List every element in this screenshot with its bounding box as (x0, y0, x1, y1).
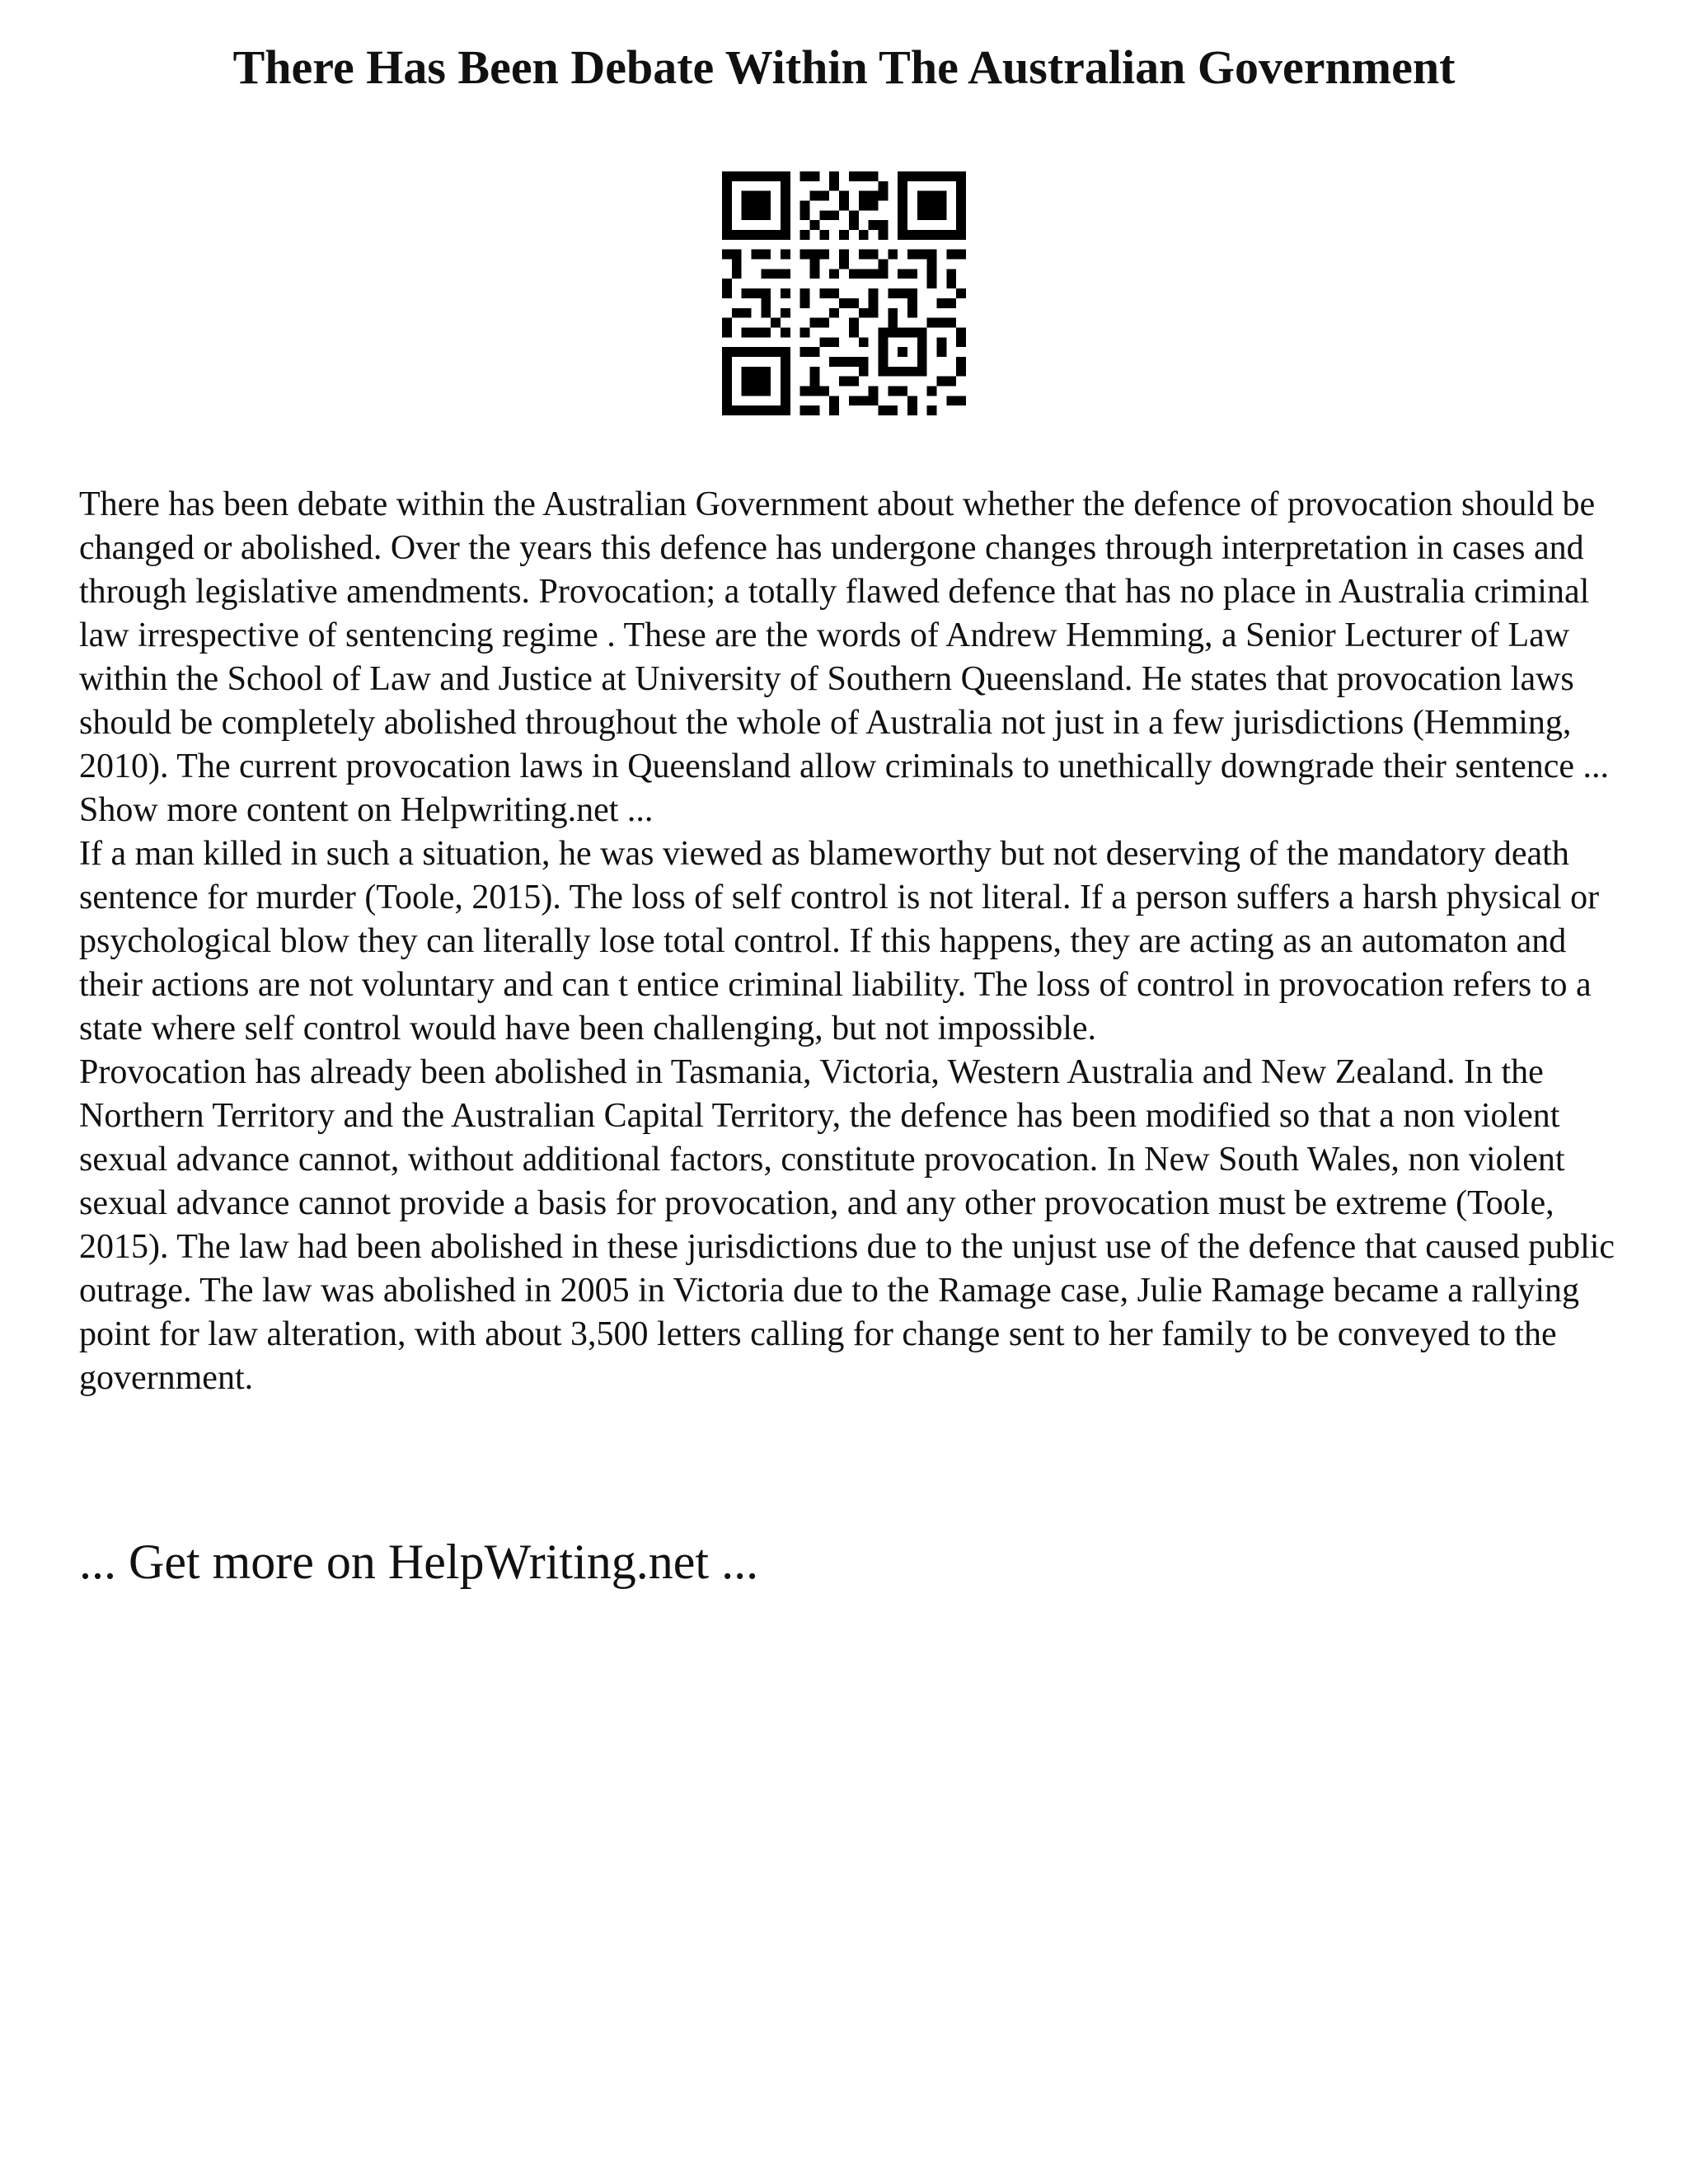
get-more-link[interactable]: ... Get more on HelpWriting.net ... (79, 1535, 759, 1589)
paragraph: If a man killed in such a situation, he was viewed as blameworthy but not deserving of the mandatory death sentence for murder (Toole, 2015). The loss of self control is not literal. If a person suffers a harsh physical or psychological blow they can literally lose total control. If this happens, they are acting as an automaton and their actions are not voluntary and can t entice criminal liability. The loss of control in provocation refers to a state where self control would have been challenging, but not impossible. (79, 835, 1600, 1047)
page-title: There Has Been Debate Within The Australian Government (232, 40, 1456, 94)
article-body (79, 483, 1620, 1400)
paragraph: Provocation has already been abolished in Tasmania, Victoria, Western Australia and New Zealand. In the Northern Territory and the Australian Capital Territory, the defence has been modified so that a non violent sexual advance cannot, without additional factors, constitute provocation. In New South Wales, non violent sexual advance cannot provide a basis for provocation, and any other provocation must be extreme (Toole, 2015). The law had been abolished in these jurisdictions due to the unjust use of the defence that caused public outrage. The law was abolished in 2005 in Victoria due to the Ramage case, Julie Ramage became a rallying point for law alteration, with about 3,500 letters calling for change sent to her family to be conveyed to the government. (79, 1053, 1615, 1397)
qr-code-icon (722, 171, 966, 415)
paragraph: There has been debate within the Australian Government about whether the defence of provocation should be changed or abolished. Over the years this defence has undergone changes through interpretation in cases and through legislative amendments. Provocation; a totally flawed defence that has no place in Australia criminal law irrespective of sentencing regime . These are the words of Andrew Hemming, a Senior Lecturer of Law within the School of Law and Justice at University of Southern Queensland. He states that provocation laws should be completely abolished throughout the whole of Australia not just in a few jurisdictions (Hemming, 2010). The current provocation laws in Queensland allow criminals to unethically downgrade their sentence ... Show more content on Helpwriting.net ... (79, 485, 1609, 829)
